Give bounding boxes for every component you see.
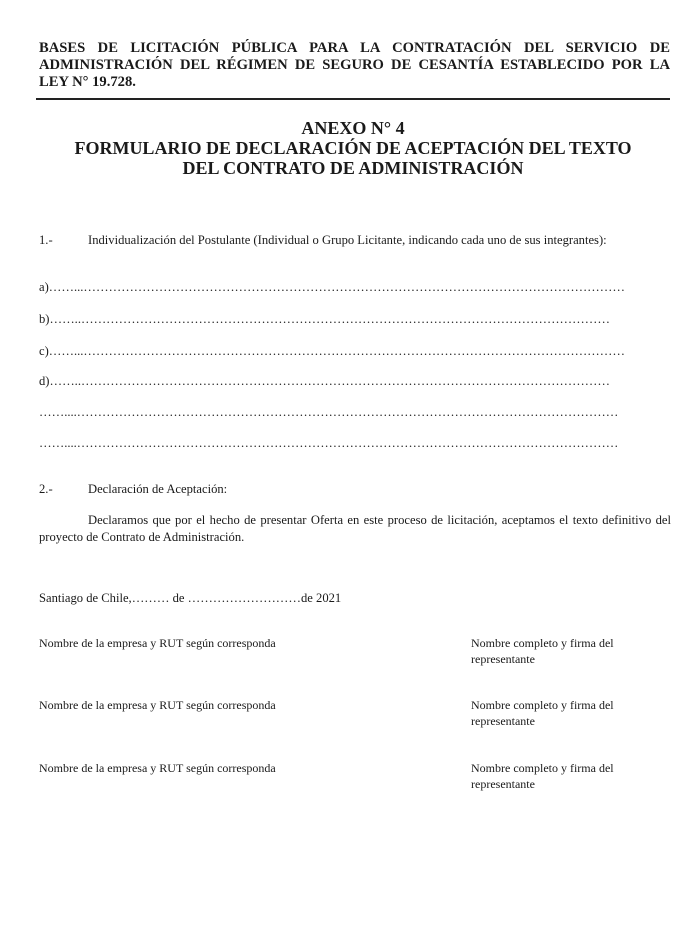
applicant-line-b: b)……..……………………………………………………………………………………………………………… [39,312,610,326]
applicant-line-a: a)……...………………………………………………………………………………………………………………… [39,280,625,294]
applicant-line-d: d)……..……………………………………………………………………………………………………………… [39,374,610,388]
signature-3-company: Nombre de la empresa y RUT según corresponda [39,761,276,775]
annex-title [36,118,670,178]
date-line: Santiago de Chile,……… de ………………………de 2021 [39,591,342,605]
annex-title-line-1: FORMULARIO DE DECLARACIÓN DE ACEPTACIÓN DEL TEXTO [74,138,632,158]
applicant-line-extra-1: ……....………………………………………………………………………………………………………………… [39,405,619,419]
signature-1-representative: Nombre completo y firma del representante [471,636,614,666]
section-1-label: Individualización del Postulante (Individual o Grupo Licitante, indicando cada uno de sus integrantes): [88,233,607,247]
signature-2-representative: Nombre completo y firma del representante [471,698,614,728]
document-header: BASES DE LICITACIÓN PÚBLICA PARA LA CONTRATACIÓN DEL SERVICIO DE ADMINISTRACIÓN DEL RÉGIMEN DE SEGURO DE CESANTÍA ESTABLECIDO POR LA LEY N° 19.728. [39,40,670,90]
header-divider [36,98,670,100]
acceptance-declaration [39,512,671,546]
applicant-line-c: c)……...………………………………………………………………………………………………………………… [39,344,625,358]
acceptance-declaration-text: Declaramos que por el hecho de presentar Oferta en este proceso de licitación, aceptamos el texto definitivo del proyecto de Contrato de Administración. [39,513,671,544]
signature-1-company: Nombre de la empresa y RUT según corresponda [39,636,276,650]
applicant-line-extra-2: ……....………………………………………………………………………………………………………………… [39,436,619,450]
section-2-number: 2.- [39,482,53,496]
annex-number: ANEXO N° 4 [301,118,405,138]
annex-title-line-2: DEL CONTRATO DE ADMINISTRACIÓN [182,158,524,178]
signature-3-representative: Nombre completo y firma del representante [471,761,614,791]
section-1-number: 1.- [39,233,53,247]
signature-2-company: Nombre de la empresa y RUT según corresponda [39,698,276,712]
section-2-label: Declaración de Aceptación: [88,482,228,496]
